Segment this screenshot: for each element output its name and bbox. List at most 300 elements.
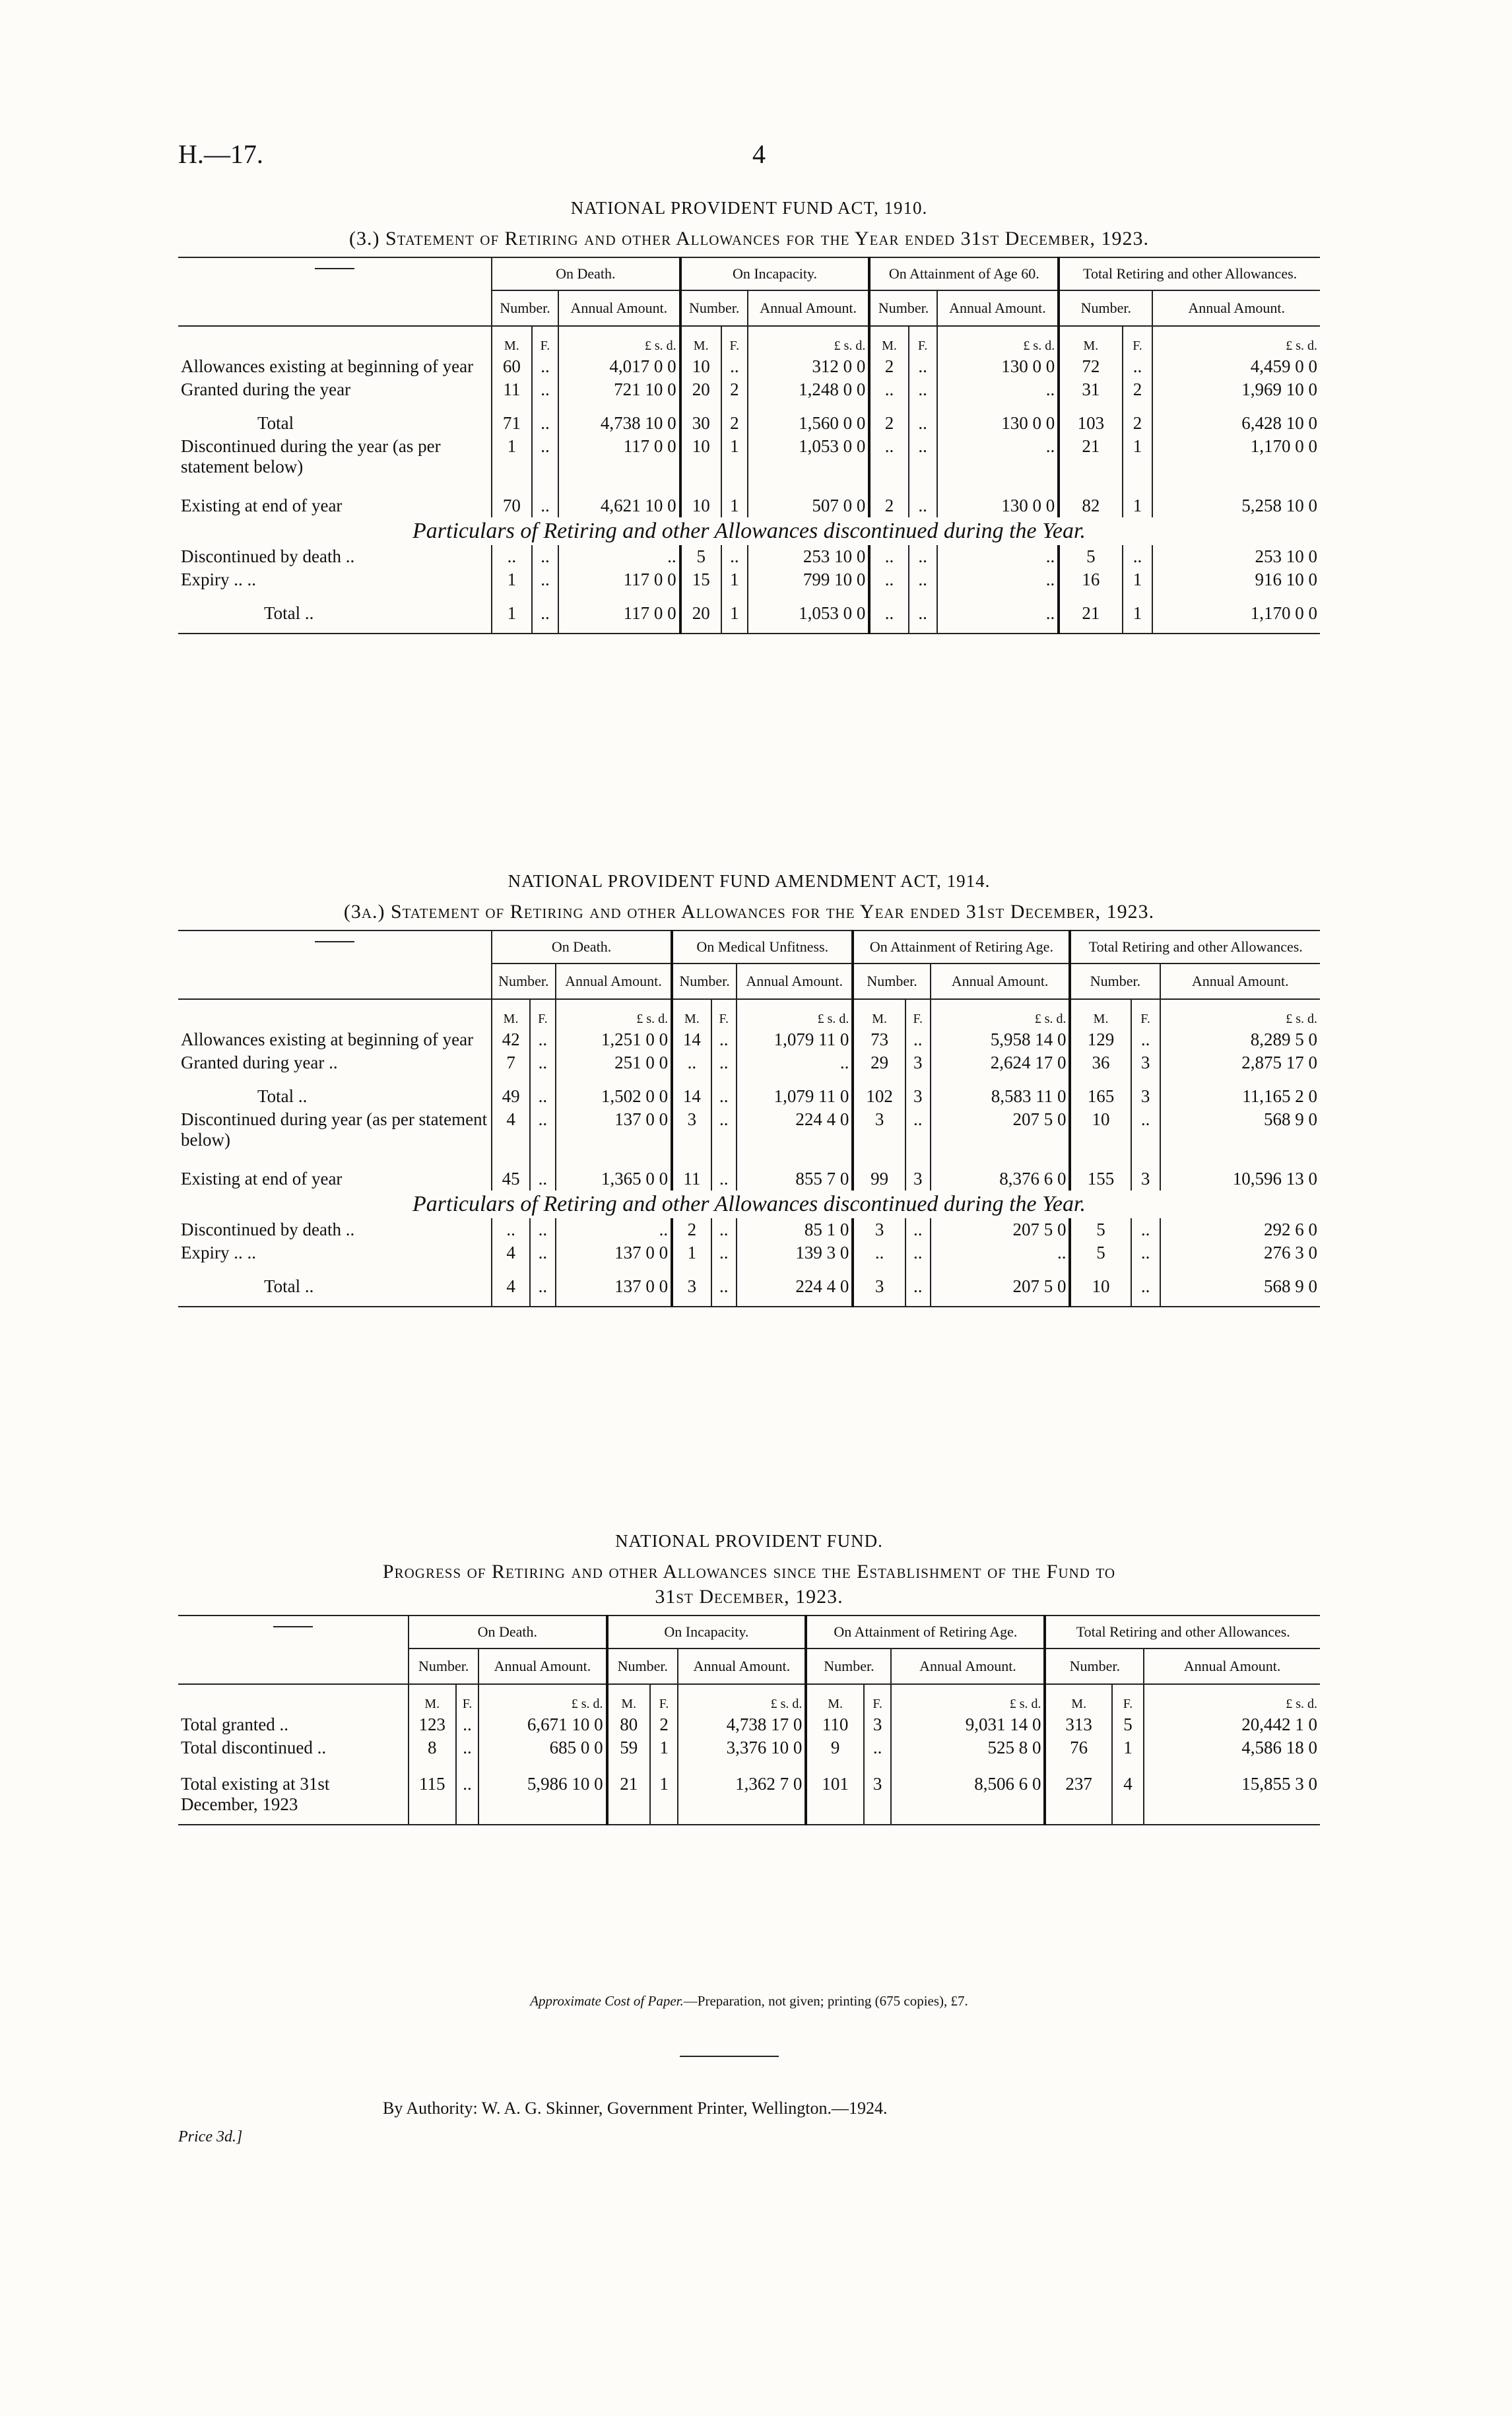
- unit-lsd: £ s. d.: [891, 1684, 1045, 1713]
- cell-male: 36: [1070, 1051, 1131, 1074]
- amount-head: Annual Amount.: [931, 963, 1070, 999]
- cell-male: 20: [680, 591, 721, 634]
- unit-f: F.: [711, 999, 737, 1028]
- cell-female: ..: [905, 1241, 931, 1264]
- cell-female: 3: [1131, 1074, 1160, 1108]
- page-header: [178, 139, 1320, 178]
- row-label: Total ..: [178, 591, 492, 634]
- cell-female: 3: [905, 1152, 931, 1191]
- unit-f: F.: [1123, 326, 1153, 355]
- group-head: Total Retiring and other Allowances.: [1070, 930, 1320, 963]
- cell-female: ..: [1131, 1028, 1160, 1051]
- header-row: [178, 930, 1320, 963]
- particulars-data-row: [178, 568, 1320, 591]
- units-stub: [178, 1684, 409, 1713]
- cell-male: 1: [492, 435, 532, 478]
- cell-amount: 8,583 11 0: [931, 1074, 1070, 1108]
- cell-female: ..: [530, 1108, 556, 1152]
- cell-female: ..: [909, 378, 937, 401]
- cell-female: 4: [1112, 1759, 1144, 1825]
- cell-female: 1: [1123, 435, 1153, 478]
- amount-head: Annual Amount.: [1160, 963, 1320, 999]
- cell-female: ..: [721, 355, 748, 378]
- cell-female: ..: [909, 568, 937, 591]
- group-head: On Attainment of Retiring Age.: [806, 1616, 1045, 1649]
- cell-amount: 137 0 0: [556, 1264, 672, 1307]
- cell-amount: 8,376 6 0: [931, 1152, 1070, 1191]
- unit-lsd: £ s. d.: [1160, 999, 1320, 1028]
- cell-female: ..: [721, 545, 748, 568]
- cell-female: ..: [711, 1074, 737, 1108]
- cell-male: 4: [492, 1241, 530, 1264]
- unit-m: M.: [492, 326, 532, 355]
- cell-male: 10: [680, 478, 721, 517]
- cell-male: 21: [1059, 591, 1122, 634]
- cell-amount: 3,376 10 0: [678, 1736, 806, 1759]
- cell-amount: 207 5 0: [931, 1108, 1070, 1152]
- cell-female: ..: [532, 591, 558, 634]
- cell-male: 5: [1059, 545, 1122, 568]
- cell-male: 5: [1070, 1218, 1131, 1241]
- cell-female: ..: [909, 478, 937, 517]
- cell-male: 9: [806, 1736, 863, 1759]
- cell-male: 4: [492, 1264, 530, 1307]
- progress-table: [178, 1615, 1320, 1825]
- footer-rule: [680, 2056, 779, 2057]
- unit-f: F.: [909, 326, 937, 355]
- unit-lsd: £ s. d.: [1152, 326, 1320, 355]
- cell-amount: 1,248 0 0: [748, 378, 870, 401]
- cell-male: 3: [853, 1108, 905, 1152]
- cell-female: ..: [530, 1074, 556, 1108]
- cell-male: ..: [869, 435, 908, 478]
- cell-male: 7: [492, 1051, 530, 1074]
- stub-dash: [315, 941, 354, 942]
- stub-dash: [315, 268, 354, 269]
- cell-amount: 799 10 0: [748, 568, 870, 591]
- cell-amount: 137 0 0: [556, 1108, 672, 1152]
- number-head: Number.: [492, 290, 558, 326]
- unit-lsd: £ s. d.: [737, 999, 853, 1028]
- row-label: Expiry .. ..: [181, 570, 256, 590]
- cell-male: 3: [672, 1264, 711, 1307]
- table-row: [178, 435, 1320, 478]
- amount-head: Annual Amount.: [678, 1649, 806, 1684]
- price: Price 3d.]: [178, 2128, 243, 2145]
- cell-female: ..: [905, 1264, 931, 1307]
- cell-amount: 568 9 0: [1160, 1264, 1320, 1307]
- table-row: [178, 1152, 1320, 1191]
- unit-m: M.: [409, 1684, 456, 1713]
- unit-lsd: £ s. d.: [558, 326, 680, 355]
- cell-female: 1: [721, 591, 748, 634]
- cell-female: 3: [905, 1074, 931, 1108]
- cell-amount: 130 0 0: [937, 355, 1059, 378]
- section-1910: [178, 198, 1320, 634]
- cell-female: ..: [909, 435, 937, 478]
- unit-f: F.: [905, 999, 931, 1028]
- unit-m: M.: [680, 326, 721, 355]
- cell-amount: ..: [937, 378, 1059, 401]
- cell-amount: 117 0 0: [558, 435, 680, 478]
- table-row: [178, 1074, 1320, 1108]
- cell-female: ..: [532, 401, 558, 435]
- unit-lsd: £ s. d.: [678, 1684, 806, 1713]
- unit-f: F.: [1112, 1684, 1144, 1713]
- cell-female: ..: [532, 355, 558, 378]
- cell-amount: 117 0 0: [558, 568, 680, 591]
- row-label: Existing at end of year: [181, 1169, 343, 1189]
- cell-amount: 1,053 0 0: [748, 591, 870, 634]
- cell-amount: 1,362 7 0: [678, 1759, 806, 1825]
- cell-male: 73: [853, 1028, 905, 1051]
- table-row: [178, 1028, 1320, 1051]
- unit-m: M.: [1070, 999, 1131, 1028]
- cell-female: 2: [1123, 378, 1153, 401]
- group-head: On Death.: [492, 930, 672, 963]
- amount-head: Annual Amount.: [556, 963, 672, 999]
- cell-amount: 9,031 14 0: [891, 1713, 1045, 1736]
- cell-amount: 139 3 0: [737, 1241, 853, 1264]
- cell-amount: 6,671 10 0: [478, 1713, 607, 1736]
- group-head: On Death.: [409, 1616, 607, 1649]
- cell-amount: ..: [556, 1218, 672, 1241]
- cell-female: ..: [530, 1028, 556, 1051]
- cell-female: ..: [711, 1028, 737, 1051]
- cell-female: ..: [1131, 1108, 1160, 1152]
- cell-male: 10: [1070, 1108, 1131, 1152]
- cell-amount: 4,586 18 0: [1144, 1736, 1320, 1759]
- cell-amount: 568 9 0: [1160, 1108, 1320, 1152]
- cell-male: 123: [409, 1713, 456, 1736]
- row-label: Allowances existing at beginning of year: [181, 356, 474, 377]
- cell-female: ..: [909, 591, 937, 634]
- table-row: [178, 355, 1320, 378]
- unit-m: M.: [492, 999, 530, 1028]
- cell-amount: 1,251 0 0: [556, 1028, 672, 1051]
- unit-m: M.: [869, 326, 908, 355]
- number-head: Number.: [869, 290, 937, 326]
- cell-female: ..: [532, 435, 558, 478]
- table-row: [178, 1713, 1320, 1736]
- cell-female: ..: [909, 355, 937, 378]
- cell-male: 20: [680, 378, 721, 401]
- cell-female: ..: [530, 1241, 556, 1264]
- unit-f: F.: [721, 326, 748, 355]
- cell-male: 42: [492, 1028, 530, 1051]
- row-label: Total: [257, 413, 294, 434]
- cell-female: 1: [1112, 1736, 1144, 1759]
- unit-f: F.: [650, 1684, 678, 1713]
- cell-male: 11: [672, 1152, 711, 1191]
- cell-female: ..: [711, 1218, 737, 1241]
- particulars-row: [178, 1191, 1320, 1218]
- cell-amount: 276 3 0: [1160, 1241, 1320, 1264]
- cell-male: 155: [1070, 1152, 1131, 1191]
- cell-male: 1: [672, 1241, 711, 1264]
- units-row: [178, 326, 1320, 355]
- cell-male: 165: [1070, 1074, 1131, 1108]
- cell-amount: 224 4 0: [737, 1264, 853, 1307]
- cell-male: ..: [492, 1218, 530, 1241]
- cell-amount: 312 0 0: [748, 355, 870, 378]
- cell-female: ..: [711, 1108, 737, 1152]
- cell-amount: 8,289 5 0: [1160, 1028, 1320, 1051]
- cell-male: ..: [869, 545, 908, 568]
- cell-amount: 85 1 0: [737, 1218, 853, 1241]
- cell-male: 101: [806, 1759, 863, 1825]
- cell-amount: 130 0 0: [937, 401, 1059, 435]
- amount-head: Annual Amount.: [1144, 1649, 1320, 1684]
- cell-amount: 5,258 10 0: [1152, 478, 1320, 517]
- unit-lsd: £ s. d.: [1144, 1684, 1320, 1713]
- cell-male: 14: [672, 1074, 711, 1108]
- number-head: Number.: [607, 1649, 678, 1684]
- cost-label: Approximate Cost of Paper.: [530, 1993, 684, 2009]
- cell-male: ..: [672, 1051, 711, 1074]
- progress-title-date: 31st December, 1923.: [655, 1586, 843, 1608]
- unit-lsd: £ s. d.: [937, 326, 1059, 355]
- cell-male: ..: [869, 378, 908, 401]
- cell-male: 70: [492, 478, 532, 517]
- cell-female: ..: [456, 1759, 479, 1825]
- row-label: Discontinued by death ..: [181, 1220, 355, 1240]
- act-title: NATIONAL PROVIDENT FUND AMENDMENT ACT, 1914.: [508, 871, 991, 891]
- cell-female: ..: [864, 1736, 892, 1759]
- cell-female: ..: [532, 545, 558, 568]
- cell-male: 2: [869, 355, 908, 378]
- unit-m: M.: [853, 999, 905, 1028]
- cell-amount: 4,459 0 0: [1152, 355, 1320, 378]
- cell-male: 21: [607, 1759, 650, 1825]
- row-label: Discontinued during year (as per statement below): [181, 1109, 488, 1150]
- cell-male: 102: [853, 1074, 905, 1108]
- cell-male: 30: [680, 401, 721, 435]
- cell-male: 2: [672, 1218, 711, 1241]
- particulars-data-row: [178, 1241, 1320, 1264]
- document-reference: H.—17.: [178, 139, 263, 169]
- cell-amount: 525 8 0: [891, 1736, 1045, 1759]
- number-head: Number.: [492, 963, 556, 999]
- cell-male: ..: [869, 568, 908, 591]
- amount-head: Annual Amount.: [748, 290, 870, 326]
- cell-male: 2: [869, 478, 908, 517]
- cell-female: ..: [711, 1264, 737, 1307]
- particulars-data-row: [178, 591, 1320, 634]
- cell-male: 11: [492, 378, 532, 401]
- stub-head: [178, 257, 492, 326]
- cell-male: 60: [492, 355, 532, 378]
- cell-female: 1: [1123, 568, 1153, 591]
- unit-lsd: £ s. d.: [931, 999, 1070, 1028]
- stub-head: [178, 930, 492, 999]
- row-label: Expiry .. ..: [181, 1243, 256, 1263]
- cell-female: ..: [1131, 1218, 1160, 1241]
- cell-male: 49: [492, 1074, 530, 1108]
- cell-amount: 130 0 0: [937, 478, 1059, 517]
- number-head: Number.: [1045, 1649, 1144, 1684]
- cell-amount: ..: [931, 1241, 1070, 1264]
- unit-f: F.: [456, 1684, 479, 1713]
- cell-amount: 292 6 0: [1160, 1218, 1320, 1241]
- cell-amount: 5,958 14 0: [931, 1028, 1070, 1051]
- cell-male: 8: [409, 1736, 456, 1759]
- group-head: On Attainment of Age 60.: [869, 257, 1059, 290]
- cell-male: 3: [853, 1218, 905, 1241]
- cost-note: [178, 1993, 1320, 2009]
- cell-female: ..: [530, 1218, 556, 1241]
- cell-amount: 1,079 11 0: [737, 1028, 853, 1051]
- header-row: [178, 1616, 1320, 1649]
- table-row: [178, 1108, 1320, 1152]
- unit-m: M.: [1045, 1684, 1111, 1713]
- cell-amount: 1,969 10 0: [1152, 378, 1320, 401]
- table-row: [178, 1759, 1320, 1825]
- cell-male: ..: [853, 1241, 905, 1264]
- particulars-data-row: [178, 545, 1320, 568]
- cell-female: ..: [530, 1051, 556, 1074]
- page-number: 4: [752, 139, 766, 169]
- cell-male: 3: [672, 1108, 711, 1152]
- stub-dash: [273, 1626, 313, 1627]
- cell-amount: 5,986 10 0: [478, 1759, 607, 1825]
- table-row: [178, 1736, 1320, 1759]
- row-label: Total existing at 31st December, 1923: [178, 1759, 409, 1825]
- cell-male: 115: [409, 1759, 456, 1825]
- particulars-heading: Particulars of Retiring and other Allowances discontinued during the Year.: [412, 519, 1086, 544]
- cell-female: ..: [532, 478, 558, 517]
- cell-amount: ..: [737, 1051, 853, 1074]
- unit-m: M.: [672, 999, 711, 1028]
- table-row: [178, 378, 1320, 401]
- cell-male: 5: [680, 545, 721, 568]
- row-label: Granted during year ..: [181, 1053, 338, 1073]
- cell-amount: 4,738 17 0: [678, 1713, 806, 1736]
- cell-male: 237: [1045, 1759, 1111, 1825]
- cell-female: ..: [456, 1736, 479, 1759]
- cell-amount: 224 4 0: [737, 1108, 853, 1152]
- cell-amount: ..: [937, 435, 1059, 478]
- cell-amount: 2,624 17 0: [931, 1051, 1070, 1074]
- unit-f: F.: [864, 1684, 892, 1713]
- unit-m: M.: [607, 1684, 650, 1713]
- cell-female: 2: [721, 401, 748, 435]
- cell-amount: 137 0 0: [556, 1241, 672, 1264]
- group-head: Total Retiring and other Allowances.: [1059, 257, 1320, 290]
- cell-male: 72: [1059, 355, 1122, 378]
- cell-amount: 8,506 6 0: [891, 1759, 1045, 1825]
- cell-male: 3: [853, 1264, 905, 1307]
- group-head: On Incapacity.: [680, 257, 870, 290]
- amount-head: Annual Amount.: [1152, 290, 1320, 326]
- statement-title: (3.) Statement of Retiring and other Allowances for the Year ended 31st December, 1923.: [348, 228, 1149, 249]
- cell-female: 1: [1123, 591, 1153, 634]
- cell-male: 1: [492, 591, 532, 634]
- amount-head: Annual Amount.: [737, 963, 853, 999]
- cell-male: 76: [1045, 1736, 1111, 1759]
- table-row: [178, 478, 1320, 517]
- row-label: Allowances existing at beginning of year: [181, 1029, 474, 1050]
- cell-amount: 916 10 0: [1152, 568, 1320, 591]
- particulars-row: [178, 517, 1320, 545]
- cell-female: ..: [711, 1051, 737, 1074]
- cell-male: 2: [869, 401, 908, 435]
- unit-m: M.: [1059, 326, 1122, 355]
- number-head: Number.: [409, 1649, 478, 1684]
- allowances-table: [178, 930, 1320, 1307]
- cell-amount: 685 0 0: [478, 1736, 607, 1759]
- row-label: Total granted ..: [181, 1714, 289, 1735]
- statement-title: (3a.) Statement of Retiring and other Allowances for the Year ended 31st December, 1923.: [343, 901, 1155, 923]
- cell-female: 1: [1123, 478, 1153, 517]
- cell-female: ..: [905, 1218, 931, 1241]
- cell-male: 71: [492, 401, 532, 435]
- cell-female: 2: [1123, 401, 1153, 435]
- row-label: Discontinued during the year (as per statement below): [181, 436, 441, 477]
- cell-female: 3: [864, 1713, 892, 1736]
- cell-female: 5: [1112, 1713, 1144, 1736]
- cell-male: 103: [1059, 401, 1122, 435]
- cell-female: ..: [532, 378, 558, 401]
- cell-amount: 2,875 17 0: [1160, 1051, 1320, 1074]
- cell-male: 59: [607, 1736, 650, 1759]
- cell-female: ..: [905, 1028, 931, 1051]
- unit-m: M.: [806, 1684, 863, 1713]
- cell-female: ..: [1131, 1241, 1160, 1264]
- cell-female: ..: [1123, 355, 1153, 378]
- particulars-data-row: [178, 1218, 1320, 1241]
- cell-female: ..: [456, 1713, 479, 1736]
- number-head: Number.: [853, 963, 930, 999]
- cell-male: 21: [1059, 435, 1122, 478]
- group-head: On Death.: [492, 257, 680, 290]
- unit-lsd: £ s. d.: [478, 1684, 607, 1713]
- units-row: [178, 999, 1320, 1028]
- cell-female: 3: [905, 1051, 931, 1074]
- table-row: [178, 401, 1320, 435]
- cell-female: 3: [1131, 1051, 1160, 1074]
- cell-amount: ..: [937, 545, 1059, 568]
- number-head: Number.: [680, 290, 748, 326]
- cell-male: 80: [607, 1713, 650, 1736]
- cell-male: ..: [869, 591, 908, 634]
- amount-head: Annual Amount.: [558, 290, 680, 326]
- row-label: Existing at end of year: [181, 496, 343, 516]
- cell-female: 2: [650, 1713, 678, 1736]
- cell-amount: 117 0 0: [558, 591, 680, 634]
- cell-amount: 11,165 2 0: [1160, 1074, 1320, 1108]
- cell-male: 4: [492, 1108, 530, 1152]
- cell-amount: 10,596 13 0: [1160, 1152, 1320, 1191]
- cell-female: ..: [909, 401, 937, 435]
- cell-male: 5: [1070, 1241, 1131, 1264]
- cell-male: 82: [1059, 478, 1122, 517]
- amount-head: Annual Amount.: [937, 290, 1059, 326]
- cell-amount: ..: [937, 568, 1059, 591]
- cell-female: ..: [530, 1264, 556, 1307]
- group-head: On Attainment of Retiring Age.: [853, 930, 1070, 963]
- cell-amount: 1,365 0 0: [556, 1152, 672, 1191]
- section-progress: [178, 1531, 1320, 1825]
- cell-amount: 207 5 0: [931, 1264, 1070, 1307]
- unit-f: F.: [530, 999, 556, 1028]
- stub-head: [178, 1616, 409, 1684]
- table-row: [178, 1051, 1320, 1074]
- cell-male: 31: [1059, 378, 1122, 401]
- number-head: Number.: [672, 963, 737, 999]
- cell-male: 10: [1070, 1264, 1131, 1307]
- row-label: Discontinued by death ..: [181, 546, 355, 567]
